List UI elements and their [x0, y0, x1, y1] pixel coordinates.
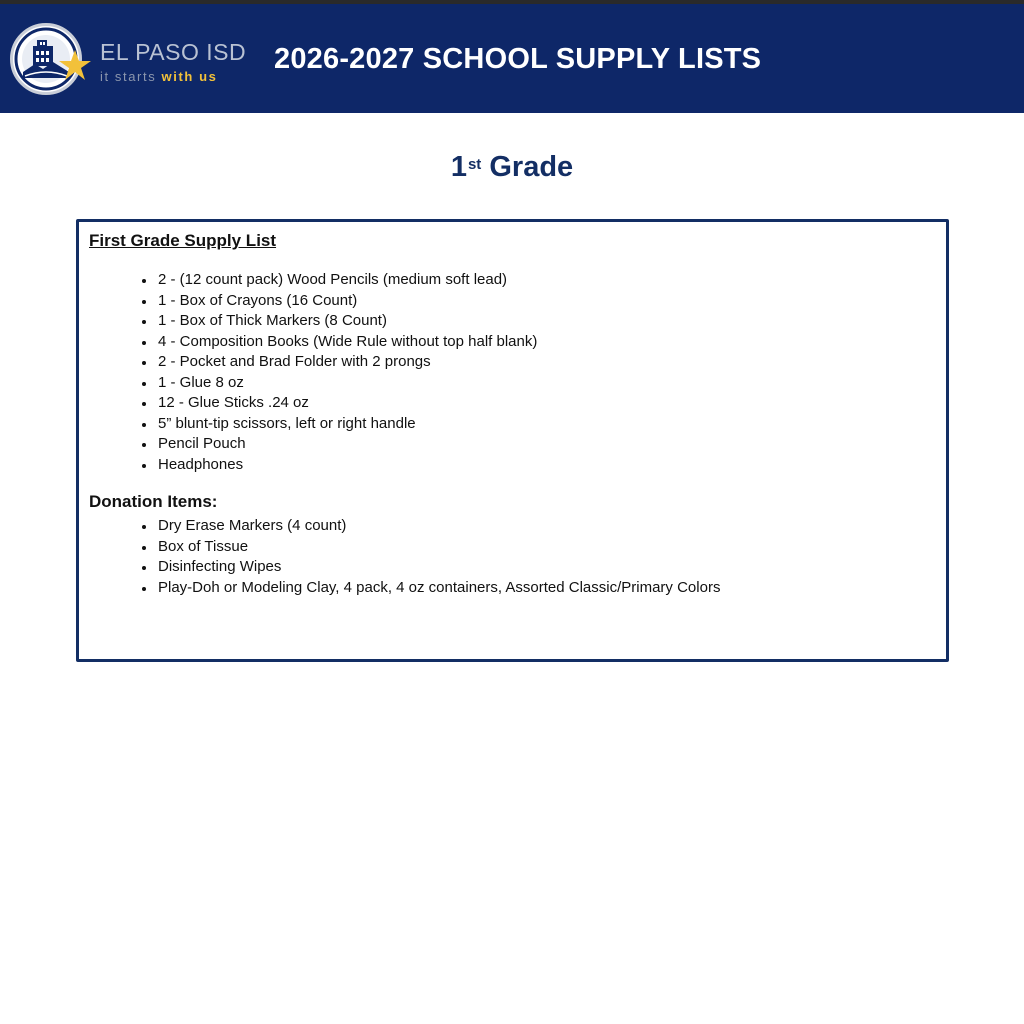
list-item: Dry Erase Markers (4 count): [79, 516, 720, 537]
list-item: 12 - Glue Sticks .24 oz: [79, 393, 537, 414]
grade-suffix: st: [467, 156, 482, 173]
list-item: 2 - Pocket and Brad Folder with 2 prongs: [79, 352, 537, 373]
list-item: 1 - Box of Thick Markers (8 Count): [79, 311, 537, 332]
list-item: Play-Doh or Modeling Clay, 4 pack, 4 oz containers, Assorted Classic/Primary Colors: [79, 578, 720, 599]
tagline-start: it starts: [100, 69, 157, 84]
donation-list: [79, 516, 720, 598]
brand-name: EL PASO ISD: [100, 39, 247, 65]
list-item: 4 - Composition Books (Wide Rule without top half blank): [79, 332, 537, 353]
list-item: Box of Tissue: [79, 537, 720, 558]
tagline-end: with us: [161, 69, 218, 84]
grade-label: Grade: [489, 151, 574, 183]
brand-tagline: [100, 70, 218, 83]
list-item: Headphones: [79, 455, 537, 476]
list-item: 5” blunt-tip scissors, left or right handle: [79, 414, 537, 435]
list-item: Pencil Pouch: [79, 434, 537, 455]
supply-list: [79, 270, 537, 475]
supply-list-heading: First Grade Supply List: [89, 231, 277, 250]
donation-items-heading: Donation Items:: [89, 492, 218, 511]
list-item: 2 - (12 count pack) Wood Pencils (medium soft lead): [79, 270, 537, 291]
page-header-title: 2026-2027 SCHOOL SUPPLY LISTS: [274, 43, 762, 75]
grade-number: 1: [450, 151, 467, 183]
grade-title: [0, 150, 1024, 184]
supply-list-box: [76, 219, 949, 662]
header-banner: [0, 4, 1024, 113]
list-item: 1 - Glue 8 oz: [79, 373, 537, 394]
list-item: 1 - Box of Crayons (16 Count): [79, 291, 537, 312]
star-icon: [58, 48, 92, 82]
list-item: Disinfecting Wipes: [79, 557, 720, 578]
